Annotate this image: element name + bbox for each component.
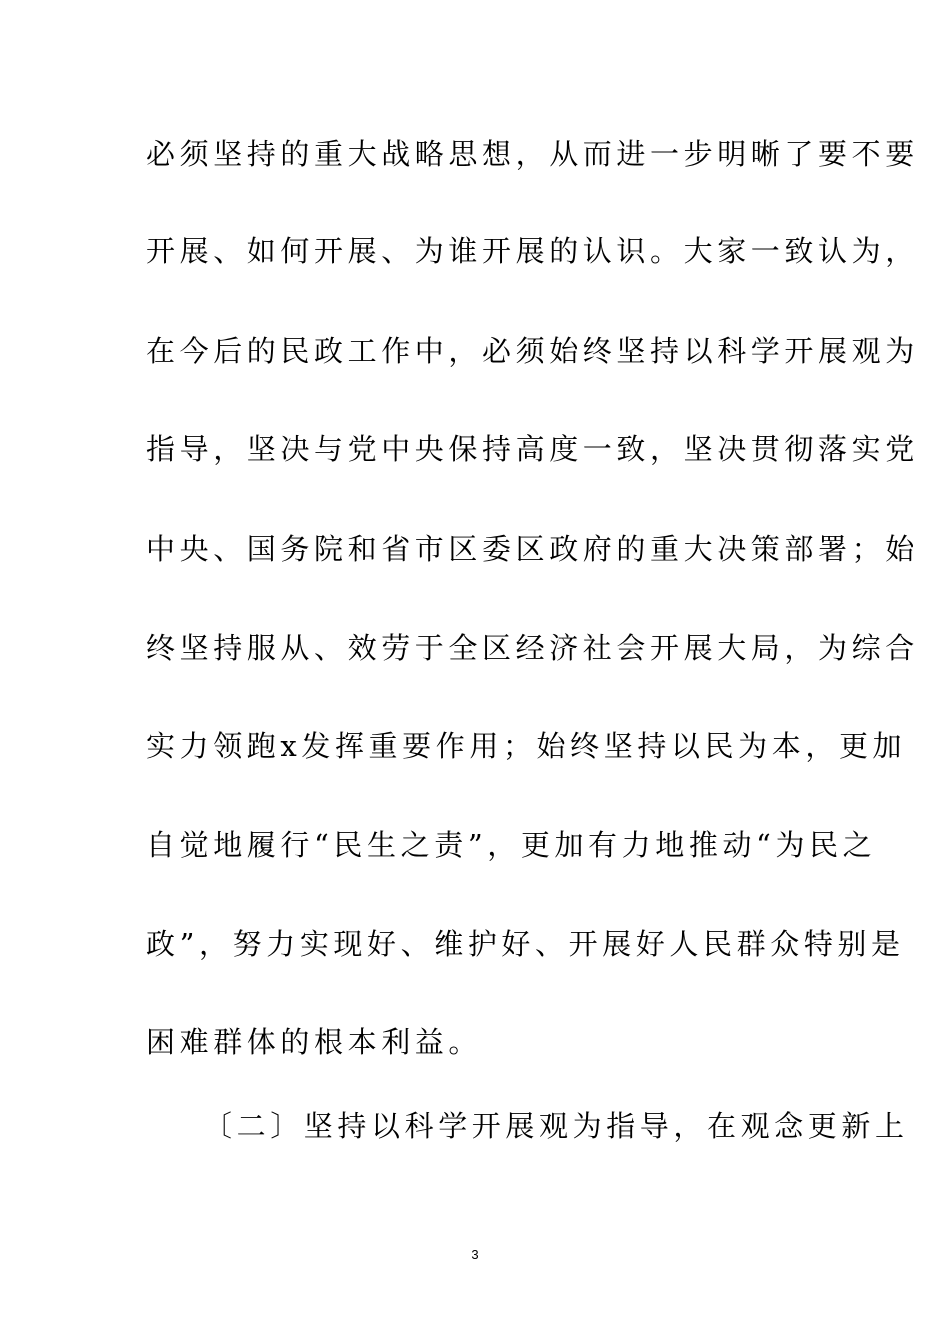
body-text-line: 中央、国务院和省市区委区政府的重大决策部署；始 (146, 532, 919, 566)
body-text-line: 在今后的民政工作中，必须始终坚持以科学开展观为 (146, 334, 919, 368)
body-text-line: 开展、如何开展、为谁开展的认识。大家一致认为， (146, 234, 919, 268)
body-text-line: 政”，努力实现好、维护好、开展好人民群众特别是 (146, 927, 905, 961)
body-text-line: 自觉地履行“民生之责”，更加有力地推动“为民之 (146, 828, 877, 862)
section-heading-line: 〔二〕坚持以科学开展观为指导，在观念更新上 (203, 1109, 909, 1143)
body-text-line: 指导，坚决与党中央保持高度一致，坚决贯彻落实党 (146, 432, 919, 466)
body-text-line: 困难群体的根本利益。 (146, 1025, 483, 1059)
body-text-line: 终坚持服从、效劳于全区经济社会开展大局，为综合 (146, 631, 919, 665)
body-text-line: 实力领跑x发挥重要作用；始终坚持以民为本，更加 (146, 729, 907, 763)
body-text-line: 必须坚持的重大战略思想，从而进一步明晰了要不要 (146, 137, 919, 171)
page-number: 3 (471, 1247, 479, 1262)
